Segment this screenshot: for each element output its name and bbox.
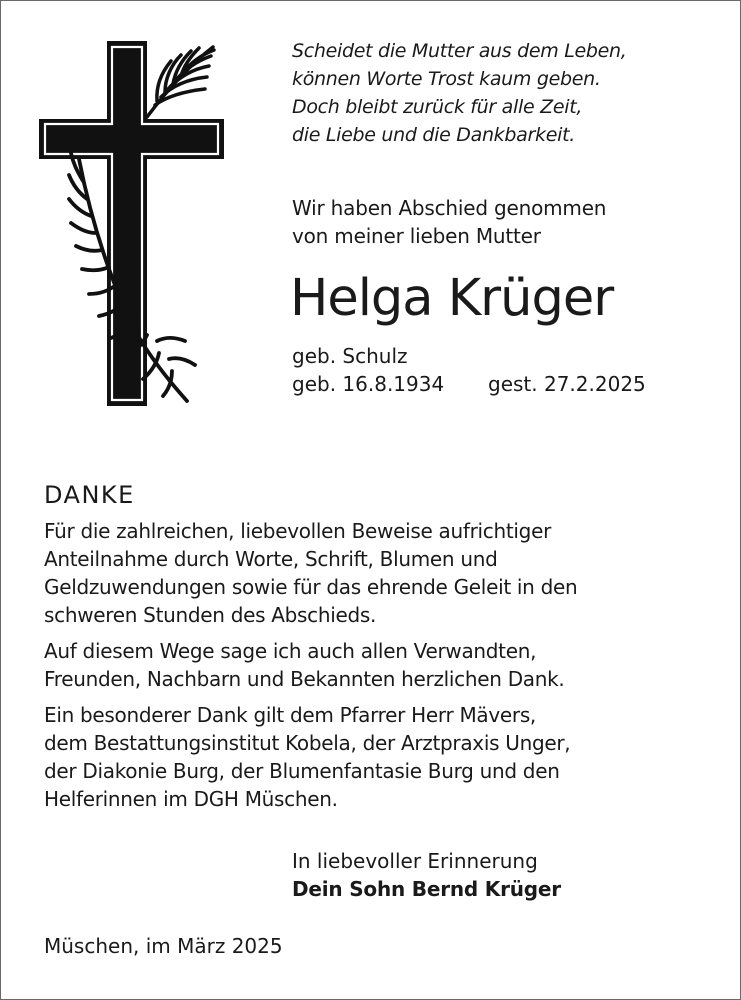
cross-with-palm-icon — [39, 41, 229, 411]
intro-line: Wir haben Abschied genommen — [292, 196, 607, 220]
text-line: Für die zahlreichen, liebevollen Beweise aufrichtiger — [44, 519, 551, 543]
thanks-text — [44, 517, 734, 821]
text-line: Ein besonderer Dank gilt dem Pfarrer Herr Mävers, — [44, 703, 536, 727]
text-line: Freunden, Nachbarn und Bekannten herzlichen Dank. — [44, 667, 565, 691]
text-line: Auf diesem Wege sage ich auch allen Verwandten, — [44, 639, 537, 663]
thanks-paragraph — [44, 701, 734, 813]
place-and-date: Müschen, im März 2025 — [44, 934, 283, 958]
cross-shape — [39, 41, 224, 406]
poem-line: Doch bleibt zurück für alle Zeit, — [292, 96, 583, 118]
text-line: dem Bestattungsinstitut Kobela, der Arztpraxis Unger, — [44, 731, 571, 755]
closing-line: In liebevoller Erinnerung — [292, 849, 538, 873]
thanks-heading: DANKE — [44, 481, 135, 509]
text-line: Geldzuwendungen sowie für das ehrende Geleit in den — [44, 575, 578, 599]
signature: Dein Sohn Bernd Krüger — [292, 877, 561, 901]
intro-line: von meiner lieben Mutter — [292, 224, 541, 248]
thanks-paragraph — [44, 637, 734, 693]
thanks-paragraph — [44, 517, 734, 629]
closing-block — [292, 847, 561, 903]
death-date: gest. 27.2.2025 — [488, 372, 646, 396]
text-line: Helferinnen im DGH Müschen. — [44, 787, 338, 811]
poem-line: können Worte Trost kaum geben. — [292, 68, 601, 90]
poem-line: die Liebe und die Dankbarkeit. — [292, 124, 575, 146]
palm-frond-top — [147, 47, 214, 117]
life-dates — [292, 370, 732, 398]
poem — [292, 37, 722, 149]
text-line: Anteilnahme durch Worte, Schrift, Blumen und — [44, 547, 498, 571]
farewell-intro — [292, 194, 722, 250]
birth-date: geb. 16.8.1934 — [292, 372, 445, 396]
poem-line: Scheidet die Mutter aus dem Leben, — [292, 40, 627, 62]
text-line: der Diakonie Burg, der Blumenfantasie Burg und den — [44, 759, 560, 783]
text-line: schweren Stunden des Abschieds. — [44, 603, 377, 627]
deceased-name: Helga Krüger — [290, 269, 614, 328]
maiden-name: geb. Schulz — [292, 344, 408, 368]
